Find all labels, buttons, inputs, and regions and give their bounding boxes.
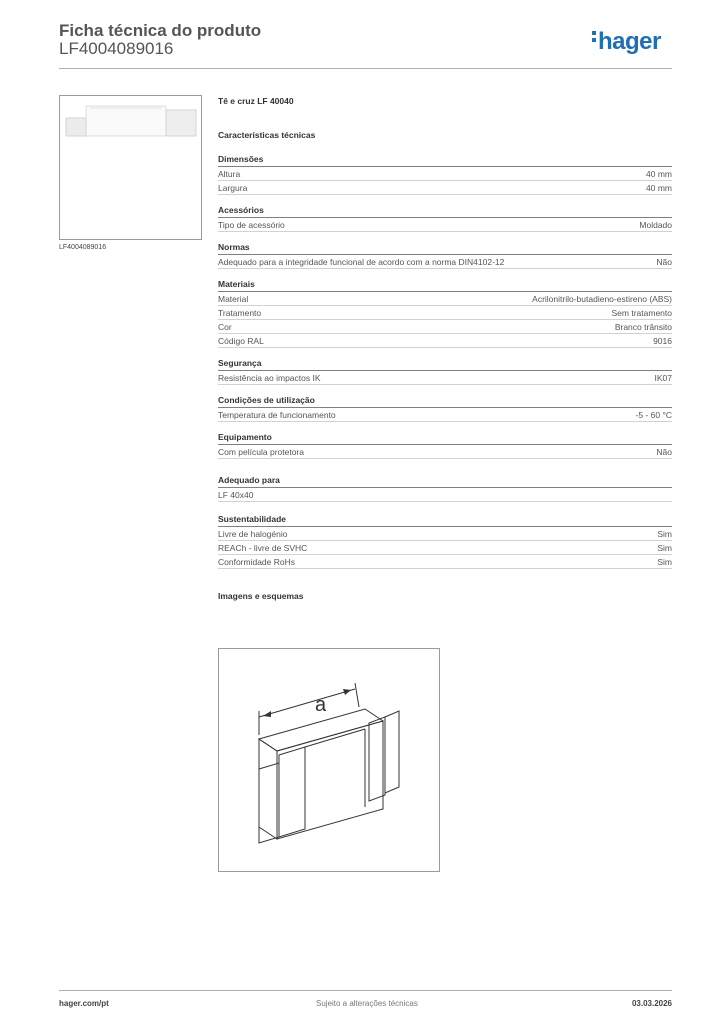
footer-date: 03.03.2026 xyxy=(631,999,672,1008)
spec-section xyxy=(218,242,672,269)
spec-row xyxy=(218,555,672,569)
spec-value: IK07 xyxy=(654,373,672,383)
spec-row xyxy=(218,320,672,334)
image-caption: LF4004089016 xyxy=(59,244,107,251)
spec-row xyxy=(218,306,672,320)
footer-website-link[interactable]: hager.com/pt xyxy=(59,999,109,1008)
spec-label: Livre de halogénio xyxy=(218,529,288,539)
product-image xyxy=(59,95,202,240)
spec-content xyxy=(218,96,672,603)
section-title: Condições de utilização xyxy=(218,395,672,408)
suitable-section xyxy=(218,475,672,502)
spec-value: -5 - 60 °C xyxy=(635,410,672,420)
spec-row xyxy=(218,371,672,385)
section-title: Normas xyxy=(218,242,672,255)
spec-section xyxy=(218,514,672,569)
spec-value: Sim xyxy=(657,557,672,567)
spec-row xyxy=(218,167,672,181)
spec-sections xyxy=(218,154,672,459)
spec-label: Conformidade RoHs xyxy=(218,557,296,567)
spec-value: Branco trânsito xyxy=(614,322,672,332)
dimension-drawing-icon xyxy=(219,649,439,871)
spec-label: Com película protetora xyxy=(218,447,304,457)
spec-section xyxy=(218,432,672,459)
logo-dots-icon xyxy=(592,31,596,45)
header-divider xyxy=(59,68,672,69)
spec-row xyxy=(218,181,672,195)
hager-logo[interactable] xyxy=(592,28,661,56)
spec-row xyxy=(218,292,672,306)
product-name: Tê e cruz LF 40040 xyxy=(218,96,294,106)
spec-label: Adequado para a integridade funcional de acordo com a norma DIN4102-12 xyxy=(218,257,505,267)
spec-row xyxy=(218,255,672,269)
spec-value: 40 mm xyxy=(646,169,672,179)
spec-row xyxy=(218,527,672,541)
tech-heading: Características técnicas xyxy=(218,130,316,140)
spec-section xyxy=(218,279,672,348)
spec-label: Temperatura de funcionamento xyxy=(218,410,336,420)
spec-section xyxy=(218,358,672,385)
spec-section xyxy=(218,395,672,422)
section-title: Segurança xyxy=(218,358,672,371)
tee-cross-photo-icon xyxy=(60,96,201,239)
section-title: Adequado para xyxy=(218,475,672,488)
spec-value: Sim xyxy=(657,543,672,553)
spec-row xyxy=(218,408,672,422)
page-title: Ficha técnica do produto xyxy=(59,21,262,40)
spec-label: Largura xyxy=(218,183,248,193)
sustainability-section xyxy=(218,514,672,569)
section-title: Equipamento xyxy=(218,432,672,445)
spec-row xyxy=(218,218,672,232)
spec-value: Acrilonitrilo-butadieno-estireno (ABS) xyxy=(532,294,672,304)
spec-row xyxy=(218,488,672,502)
spec-section xyxy=(218,205,672,232)
section-title: Acessórios xyxy=(218,205,672,218)
spec-label: Código RAL xyxy=(218,336,264,346)
section-title: Sustentabilidade xyxy=(218,514,672,527)
spec-value: Não xyxy=(656,257,672,267)
spec-label: Resistência ao impactos IK xyxy=(218,373,321,383)
product-code: LF4004089016 xyxy=(59,39,174,58)
footer-note: Sujeito a alterações técnicas xyxy=(316,999,418,1008)
spec-row xyxy=(218,541,672,555)
spec-section xyxy=(218,475,672,502)
spec-label: Altura xyxy=(218,169,241,179)
spec-label: Cor xyxy=(218,322,232,332)
spec-label: Material xyxy=(218,294,249,304)
spec-row xyxy=(218,334,672,348)
schemas-heading: Imagens e esquemas xyxy=(218,591,304,601)
spec-label: Tipo de acessório xyxy=(218,220,285,230)
spec-label: LF 40x40 xyxy=(218,490,254,500)
spec-value: 9016 xyxy=(653,336,672,346)
logo-text: hager xyxy=(598,28,661,55)
spec-row xyxy=(218,445,672,459)
spec-value: Moldado xyxy=(639,220,672,230)
spec-label: Tratamento xyxy=(218,308,262,318)
dimension-label: a xyxy=(315,694,327,716)
section-title: Dimensões xyxy=(218,154,672,167)
spec-section xyxy=(218,154,672,195)
spec-value: Não xyxy=(656,447,672,457)
dimension-schema xyxy=(218,648,440,872)
spec-value: Sem tratamento xyxy=(611,308,672,318)
section-title: Materiais xyxy=(218,279,672,292)
footer-divider xyxy=(59,990,672,991)
spec-value: Sim xyxy=(657,529,672,539)
spec-value: 40 mm xyxy=(646,183,672,193)
spec-label: REACh - livre de SVHC xyxy=(218,543,308,553)
